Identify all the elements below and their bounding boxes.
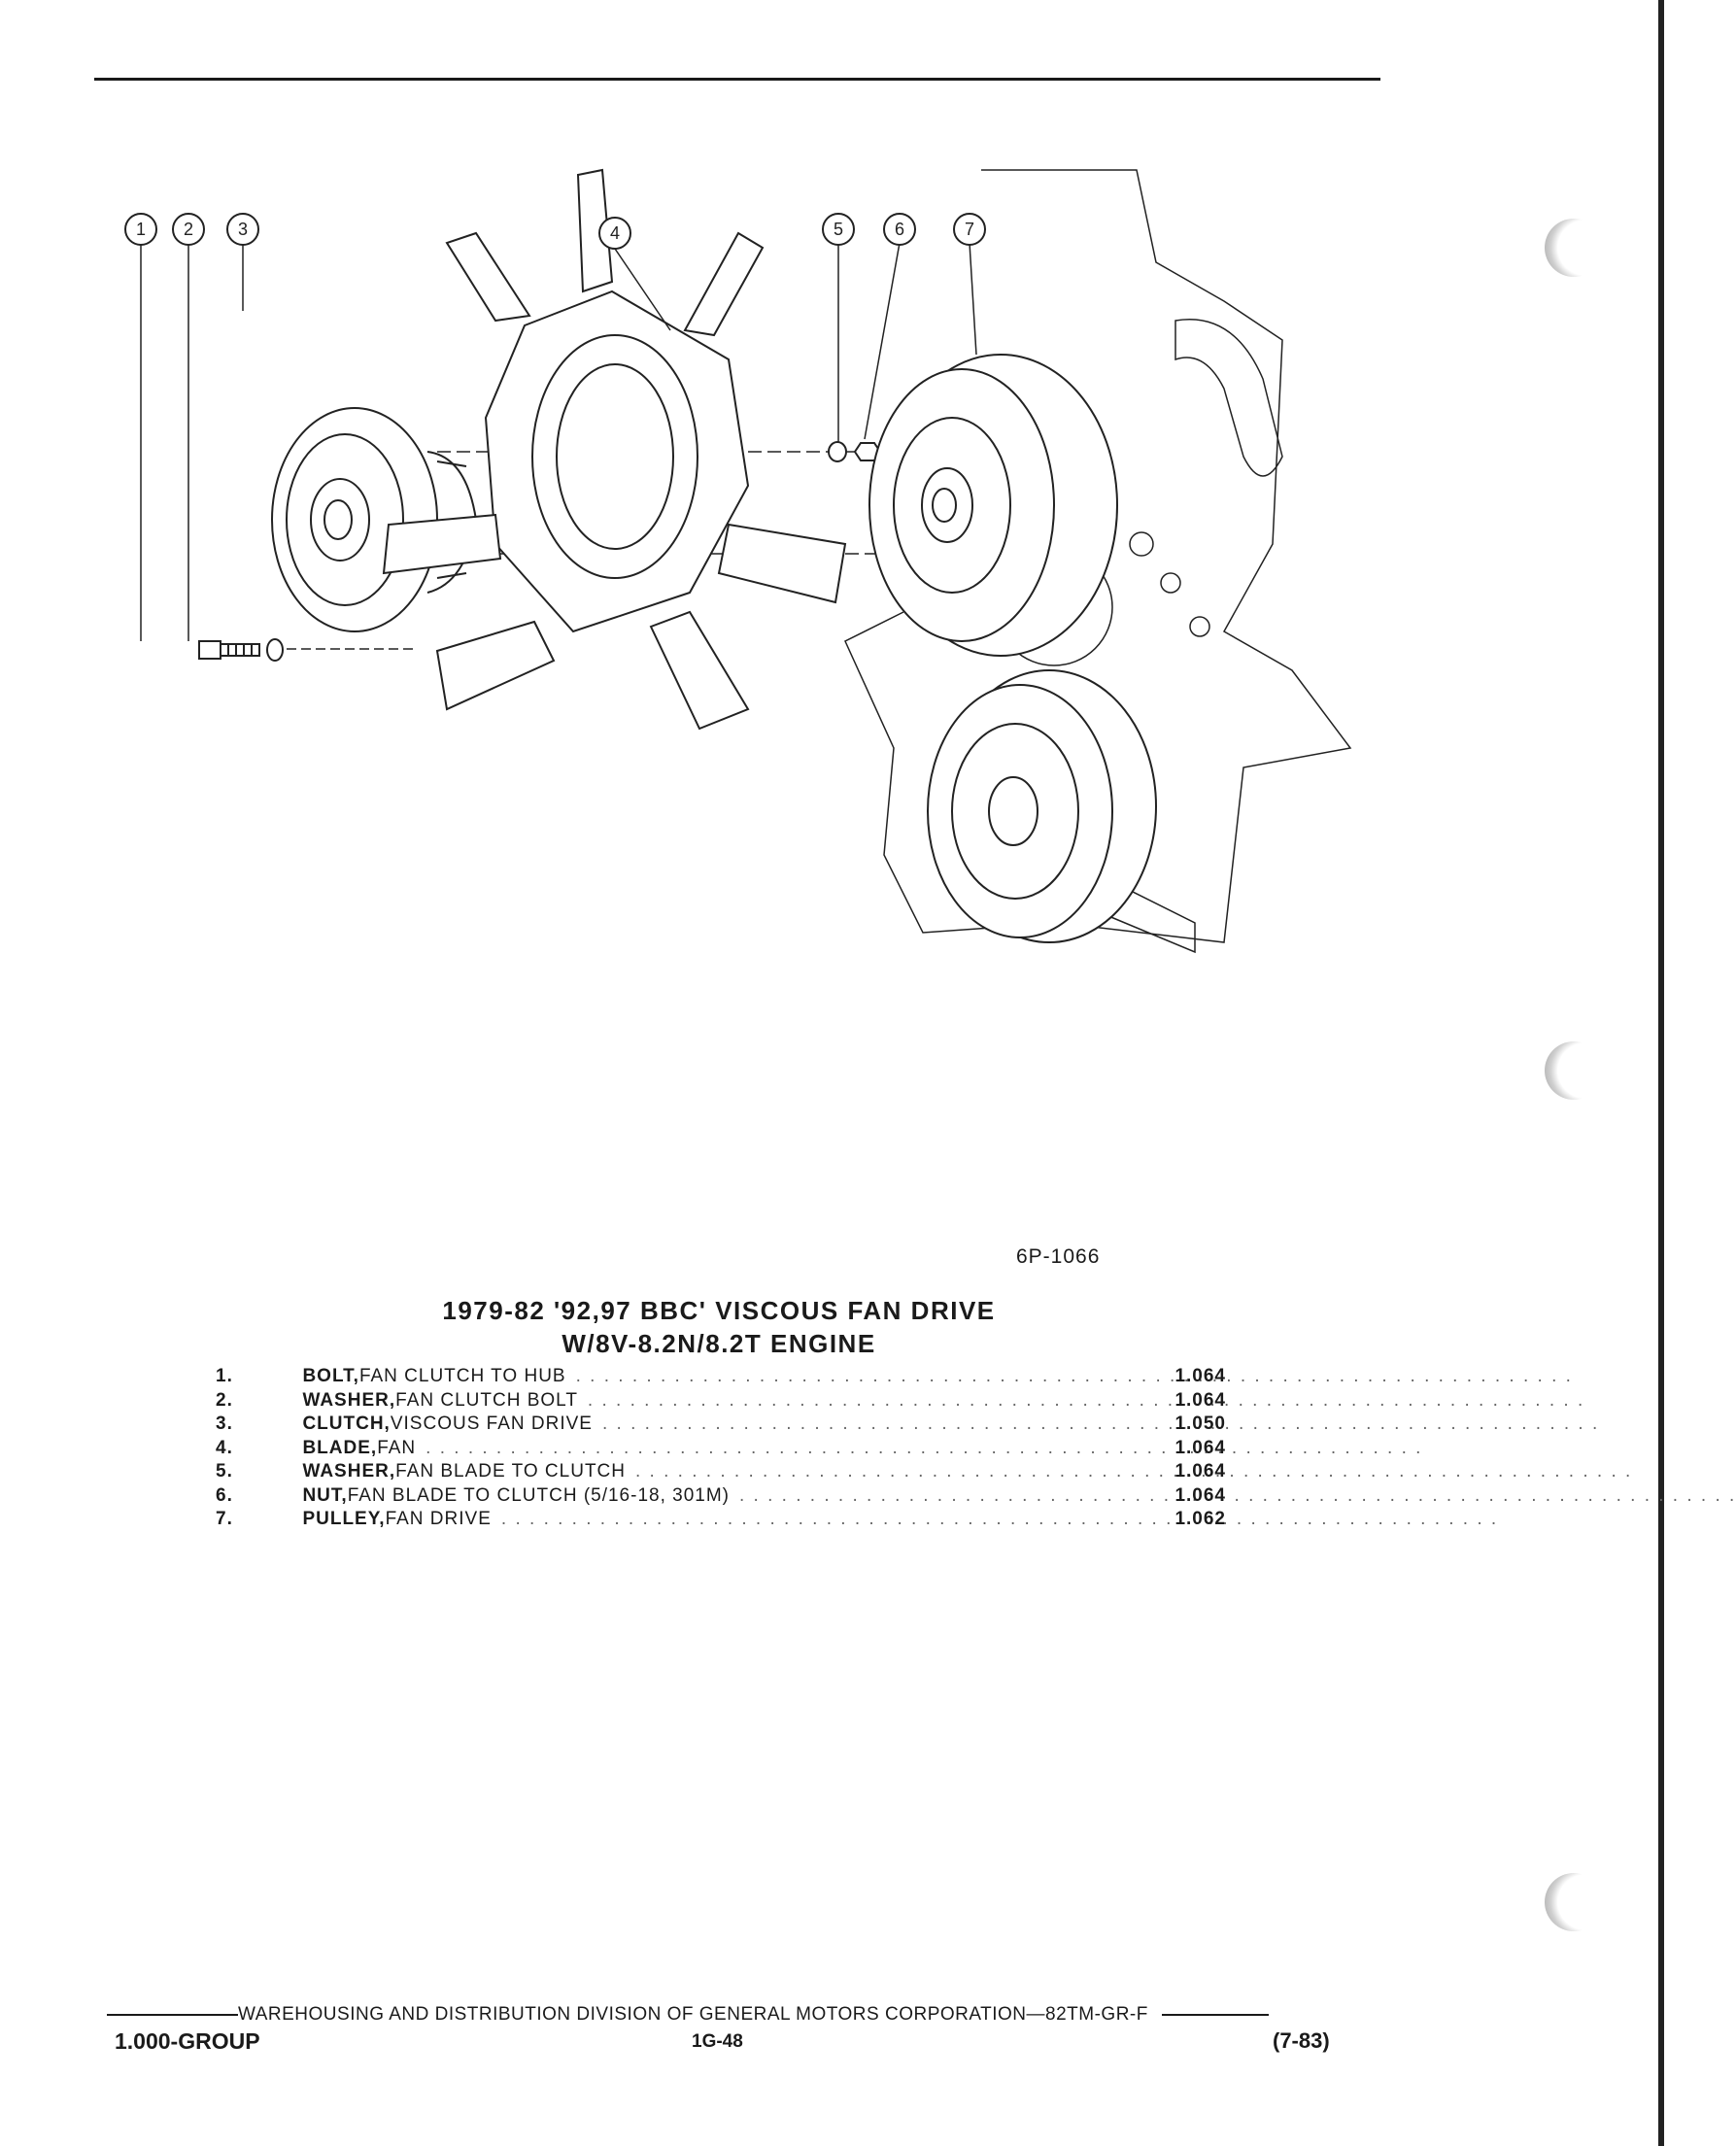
callout-label: 6: [894, 220, 905, 239]
binder-hole-middle: [1545, 1041, 1603, 1100]
figure-number: 6P-1066: [1016, 1245, 1101, 1268]
part-description: [302, 1438, 1174, 1459]
part-name: CLUTCH,: [302, 1414, 391, 1434]
leader-dots: [602, 1414, 1599, 1435]
leader-dots: [739, 1485, 1736, 1507]
part-detail: FAN: [377, 1437, 417, 1458]
parts-row: [216, 1414, 1226, 1438]
footer-page-number: 1G-48: [692, 2031, 743, 2052]
part-name: NUT,: [302, 1484, 348, 1506]
binder-hole-top: [1545, 219, 1603, 277]
footer-division-line: [107, 2004, 1341, 2026]
part-name: PULLEY,: [302, 1509, 386, 1529]
part-description: [302, 1366, 1174, 1387]
group-number: 1.064: [1174, 1389, 1226, 1411]
parts-row: [216, 1366, 1226, 1390]
part-description: [302, 1461, 1174, 1482]
parts-row: [216, 1390, 1226, 1414]
part-description: [302, 1414, 1174, 1435]
part-number: 2.: [216, 1389, 233, 1411]
part-description: [302, 1390, 1174, 1412]
washer-part: [267, 639, 283, 661]
part-detail: FAN CLUTCH TO HUB: [358, 1366, 566, 1386]
binder-hole-bottom: [1545, 1873, 1603, 1931]
part-detail: FAN CLUTCH BOLT: [395, 1389, 578, 1411]
part-name: WASHER,: [302, 1461, 396, 1482]
group-number: 1.062: [1174, 1509, 1226, 1529]
part-number: 4.: [216, 1437, 233, 1458]
part-name: WASHER,: [302, 1389, 396, 1411]
parts-row: [216, 1485, 1226, 1510]
callout-label: 3: [237, 220, 249, 239]
part-number: 6.: [216, 1484, 233, 1506]
group-number: 1.050: [1174, 1414, 1226, 1434]
fan-drive-exploded-illustration: [135, 220, 1370, 1117]
part-detail: FAN BLADE TO CLUTCH (5/16-18, 301M): [347, 1484, 730, 1506]
group-number: 1.064: [1174, 1437, 1226, 1458]
callout-label: 4: [609, 223, 621, 243]
part-number: 7.: [216, 1509, 233, 1529]
part-number: 1.: [216, 1366, 233, 1386]
part-number: 3.: [216, 1414, 233, 1434]
footer-division-text: WAREHOUSING AND DISTRIBUTION DIVISION OF GENERAL MOTORS CORPORATION—82TM-GR-F: [238, 2004, 1148, 2025]
page-title: 1979-82 '92,97 BBC' VISCOUS FAN DRIVE: [442, 1296, 996, 1325]
footer-rule-left: [107, 2014, 238, 2016]
leader-dots: [635, 1461, 1632, 1482]
parts-row: [216, 1509, 1226, 1533]
group-number: 1.064: [1174, 1484, 1226, 1506]
part-description: [302, 1485, 1174, 1507]
blade-washer-part: [829, 442, 846, 461]
group-number: 1.064: [1174, 1461, 1226, 1482]
part-detail: FAN DRIVE: [385, 1509, 492, 1529]
page-subtitle: W/8V-8.2N/8.2T ENGINE: [562, 1329, 876, 1358]
footer-group-label: 1.000-GROUP: [115, 2028, 260, 2054]
leader-dots: [576, 1366, 1573, 1387]
page-edge: [1658, 0, 1664, 2146]
fan-drive-pulley-part: [869, 355, 1117, 656]
callout-label: 5: [833, 220, 844, 239]
parts-row: [216, 1461, 1226, 1485]
footer-date: (7-83): [1273, 2028, 1330, 2053]
parts-row: [216, 1438, 1226, 1462]
part-description: [302, 1509, 1174, 1530]
part-name: BOLT,: [302, 1366, 359, 1386]
leader-dots: [425, 1438, 1422, 1459]
header-rule: [94, 78, 1380, 81]
footer-rule-right: [1162, 2014, 1269, 2016]
leader-dots: [588, 1390, 1584, 1412]
callout-label: 7: [964, 220, 975, 239]
callout-label: 2: [183, 220, 194, 239]
fan-blade-part: [384, 170, 845, 729]
bolt-part: [199, 641, 259, 659]
leader-dots: [501, 1509, 1498, 1530]
part-detail: VISCOUS FAN DRIVE: [390, 1414, 593, 1434]
group-number: 1.064: [1174, 1366, 1226, 1386]
part-name: BLADE,: [302, 1437, 378, 1458]
part-detail: FAN BLADE TO CLUTCH: [395, 1461, 626, 1482]
part-number: 5.: [216, 1461, 233, 1482]
parts-list: [216, 1366, 1226, 1533]
callout-label: 1: [135, 220, 147, 239]
crankshaft-pulley-part: [928, 670, 1156, 942]
